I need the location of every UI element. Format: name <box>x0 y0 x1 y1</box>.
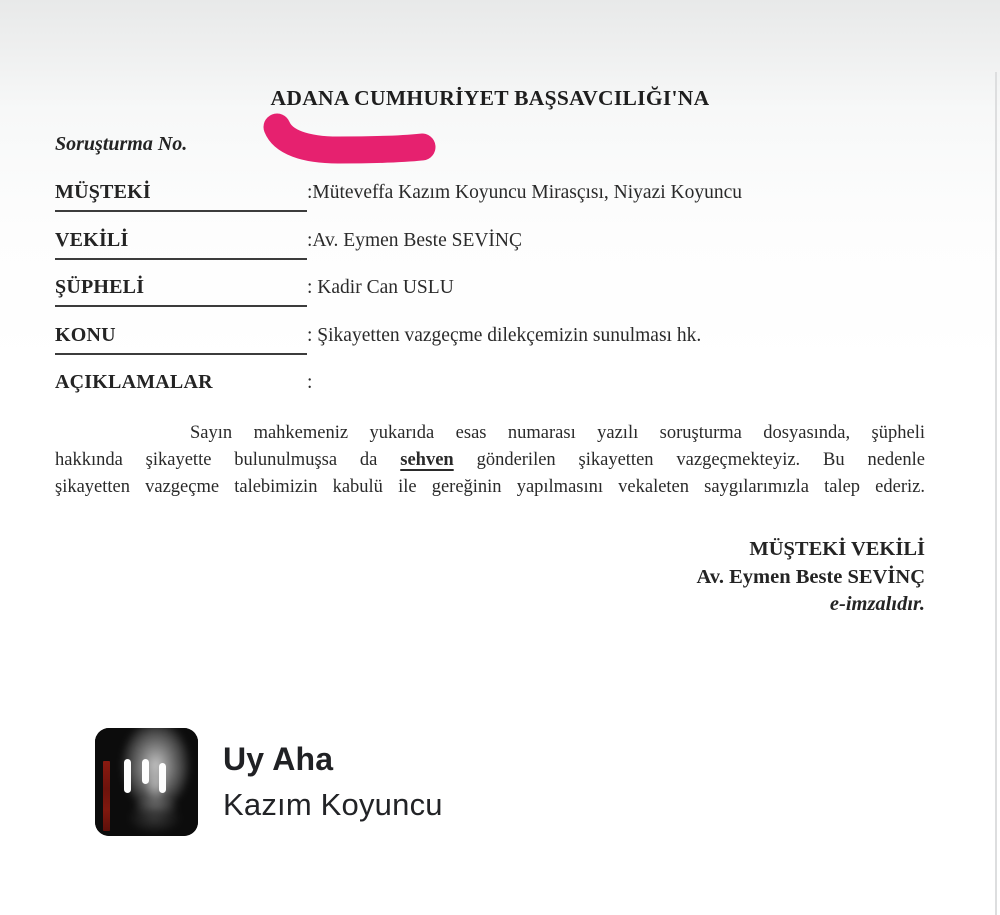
field-row-supheli <box>55 276 925 324</box>
field-row-musteki <box>55 181 925 229</box>
body-line-2-after: gönderilen şikayetten vazgeçmekteyiz. Bu nedenle <box>476 450 925 470</box>
field-value-vekili: :Av. Eymen Beste SEVİNÇ <box>307 229 523 251</box>
body-line-2-before: hakkında şikayette bulunulmuşsa da <box>55 450 378 470</box>
signature-block <box>55 536 925 619</box>
track-artist: Kazım Koyuncu <box>223 787 443 822</box>
field-value-supheli: : Kadir Can USLU <box>307 277 454 298</box>
music-sticker[interactable] <box>95 727 695 837</box>
field-value-aciklamalar: : <box>307 372 313 393</box>
signature-role: MÜŞTEKİ VEKİLİ <box>749 538 925 560</box>
document-title: ADANA CUMHURİYET BAŞSAVCILIĞI'NA <box>270 86 710 110</box>
field-label-konu: KONU <box>55 324 307 355</box>
field-label-aciklamalar: AÇIKLAMALAR <box>55 371 213 393</box>
redaction-marker <box>262 105 437 167</box>
field-label-musteki: MÜŞTEKİ <box>55 181 307 212</box>
investigation-no-label: Soruşturma No. <box>55 133 188 155</box>
album-art <box>95 728 198 836</box>
album-spine-stripe <box>103 761 110 831</box>
field-rows <box>55 181 925 419</box>
field-value-konu: : Şikayetten vazgeçme dilekçemizin sunulması hk. <box>307 324 702 346</box>
signature-esign-note: e-imzalıdır. <box>829 593 925 615</box>
body-line-1: Sayın mahkemeniz yukarıda esas numarası yazılı soruşturma dosyasında, şüpheli <box>190 423 925 443</box>
body-paragraph <box>55 420 925 501</box>
field-row-konu <box>55 324 925 372</box>
music-text <box>223 741 443 823</box>
field-row-vekili <box>55 229 925 277</box>
page-edge-divider <box>995 72 997 915</box>
equalizer-bar-icon <box>142 759 149 784</box>
body-line-2 <box>55 447 925 474</box>
field-label-vekili: VEKİLİ <box>55 229 307 260</box>
field-value-musteki: :Müteveffa Kazım Koyuncu Mirasçısı, Niyazi Koyuncu <box>307 182 743 203</box>
field-row-aciklamalar <box>55 371 925 419</box>
equalizer-bar-icon <box>159 763 166 793</box>
equalizer-bar-icon <box>124 759 131 793</box>
body-line-3: şikayetten vazgeçme talebimizin kabulü ile gereğinin yapılmasını vekaleten saygılarımızla talep ederiz. <box>55 477 925 497</box>
signature-name: Av. Eymen Beste SEVİNÇ <box>696 565 925 588</box>
field-label-supheli: ŞÜPHELİ <box>55 276 307 307</box>
body-keyword-sehven: sehven <box>400 450 454 470</box>
redaction-stroke <box>277 127 422 150</box>
track-title: Uy Aha <box>223 741 334 777</box>
